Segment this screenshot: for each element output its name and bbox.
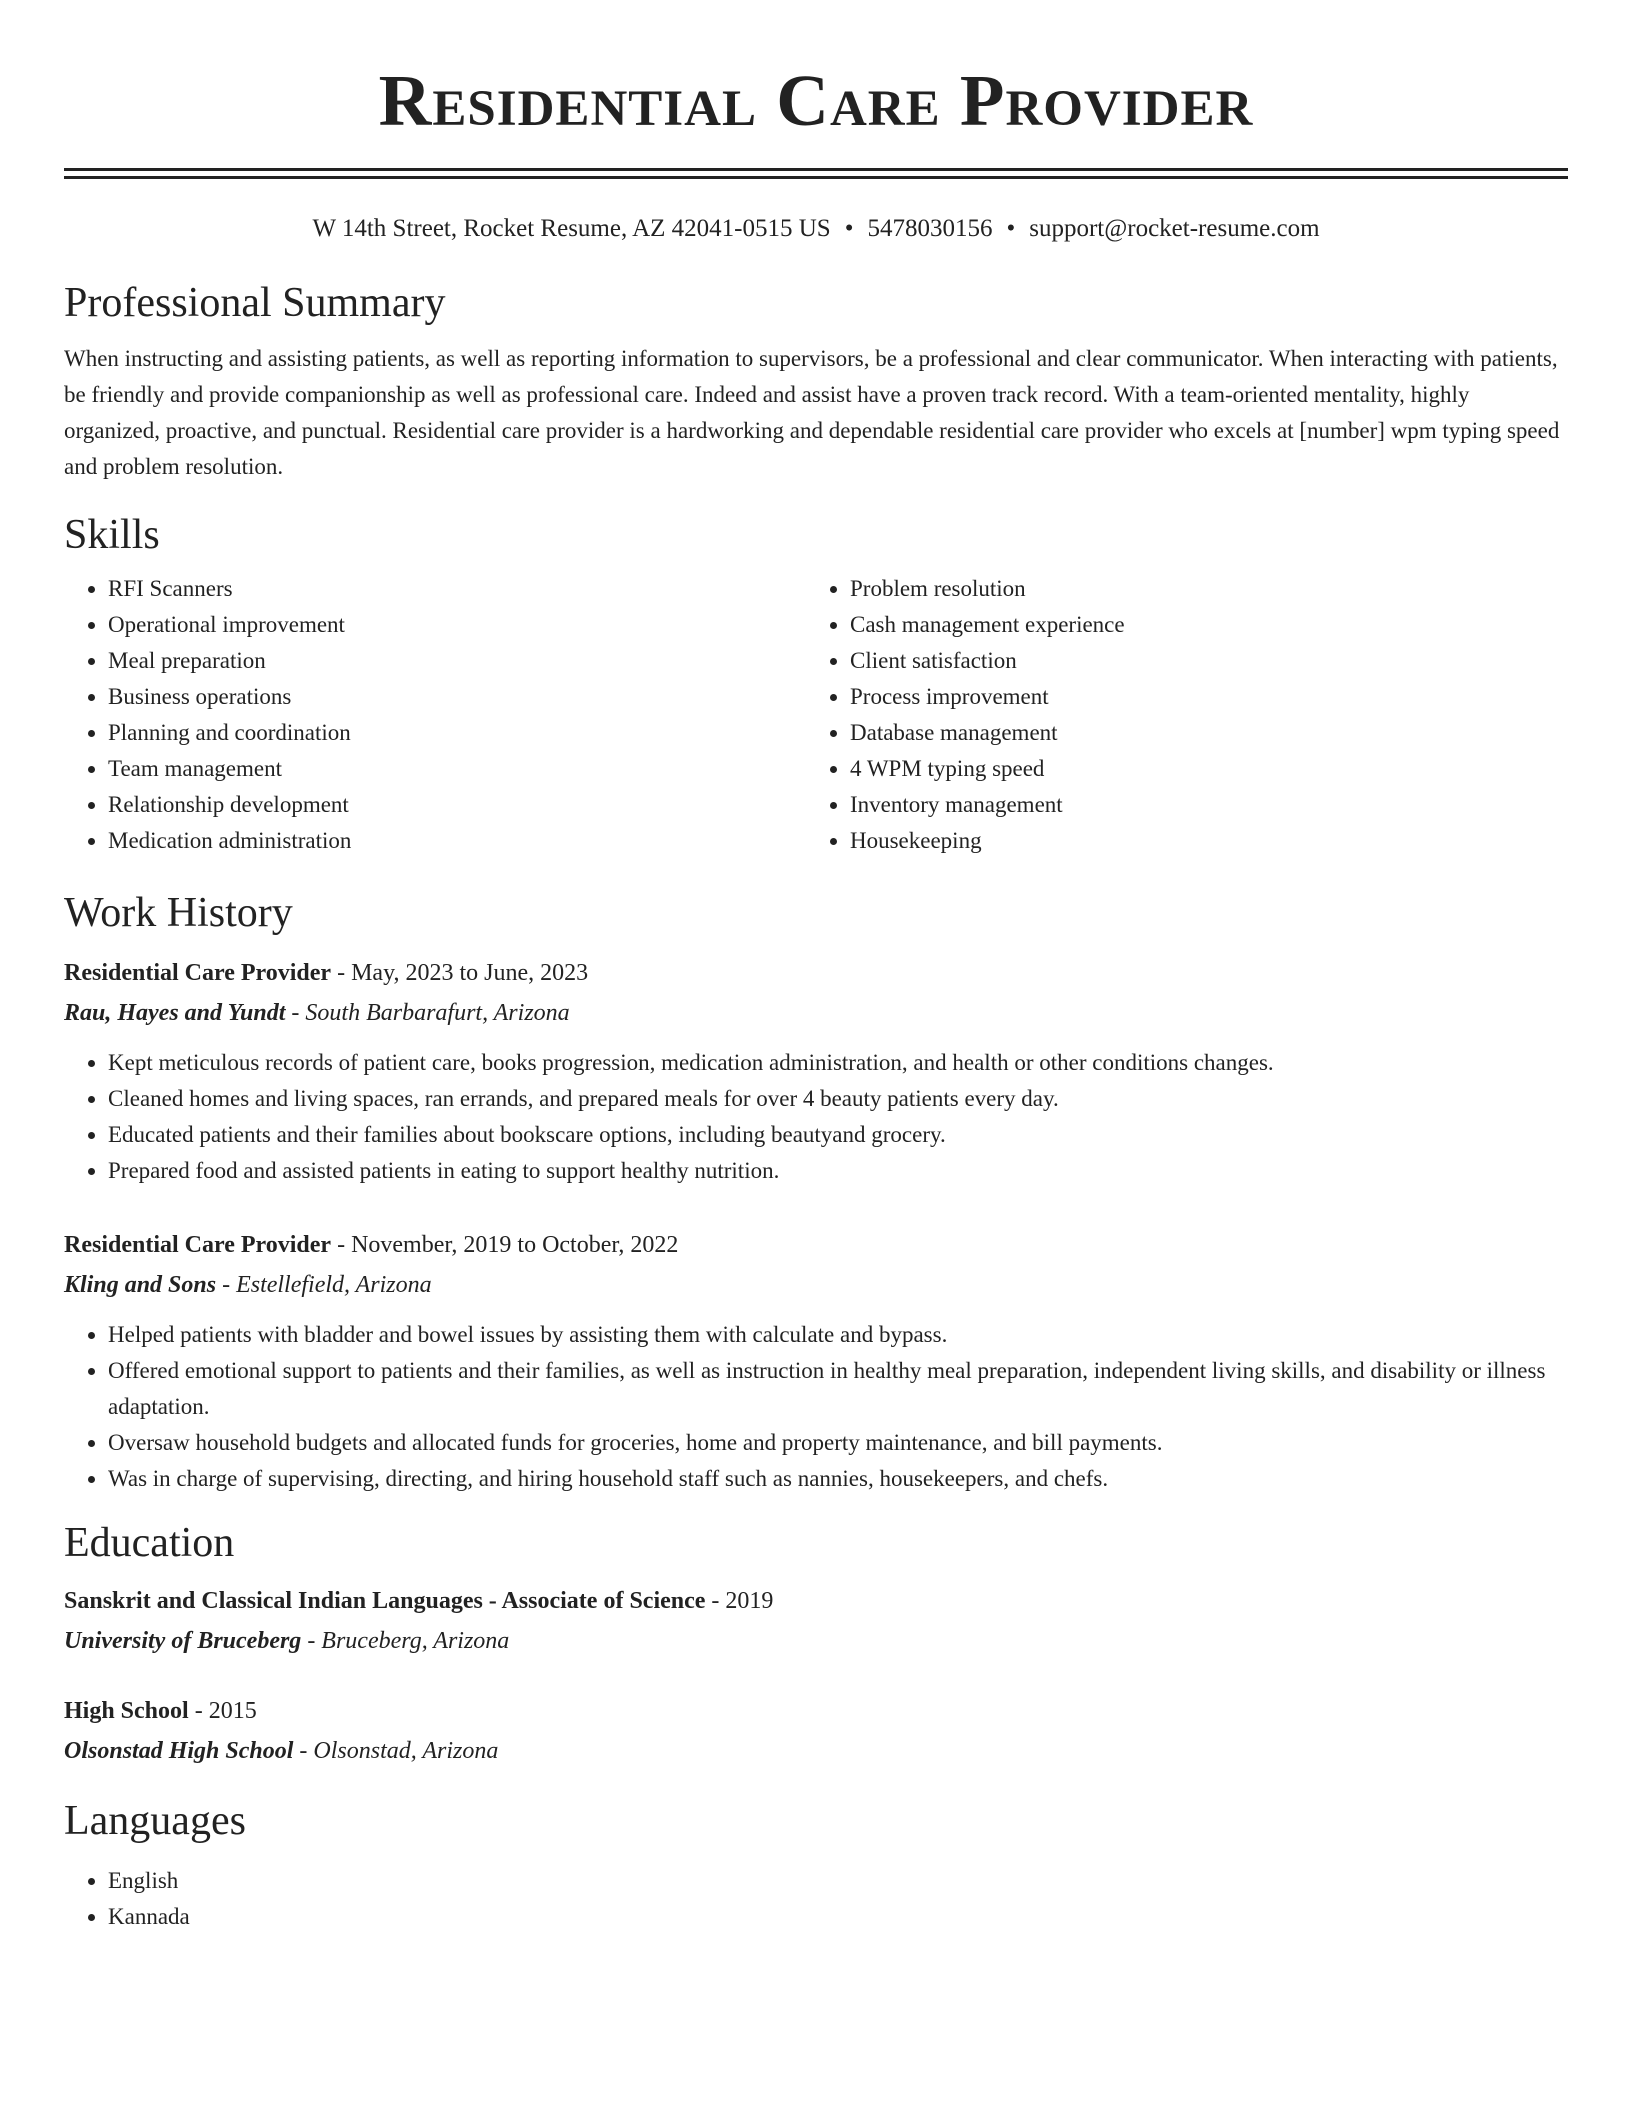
job-bullet: • Oversaw household budgets and allocated funds for groceries, home and property maintenance, and bill payments.	[108, 1425, 1568, 1461]
section-heading-education: Education	[64, 1520, 235, 1566]
skill-item: • Planning and coordination	[108, 715, 806, 751]
education-year: - 2019	[711, 1588, 774, 1614]
job-entry	[64, 953, 1568, 1189]
job-company: Kling and Sons	[64, 1272, 217, 1298]
education-degree-line	[64, 1691, 1568, 1731]
education-year: - 2015	[194, 1698, 257, 1724]
skill-item: • Database management	[850, 715, 1548, 751]
skill-item: • RFI Scanners	[108, 571, 806, 607]
section-heading-skills: Skills	[64, 512, 160, 558]
education-degree-line	[64, 1581, 1568, 1621]
skill-item: • Team management	[108, 751, 806, 787]
education-degree: High School	[64, 1698, 189, 1724]
job-bullet: • Helped patients with bladder and bowel issues by assisting them with calculate and bypass.	[108, 1317, 1568, 1353]
education-degree: Sanskrit and Classical Indian Languages - Associate of Science	[64, 1588, 706, 1614]
education-school: Olsonstad High School	[64, 1738, 294, 1764]
skill-item: • Meal preparation	[108, 643, 806, 679]
skill-item: • Inventory management	[850, 787, 1548, 823]
education-location: - Olsonstad, Arizona	[299, 1738, 499, 1764]
language-item: • English	[108, 1863, 1568, 1899]
contact-address: W 14th Street, Rocket Resume, AZ 42041-0515 US	[312, 215, 831, 242]
skills-column-left	[64, 571, 806, 859]
professional-summary-section	[64, 277, 1568, 485]
summary-text: When instructing and assisting patients, as well as reporting information to supervisors, be a professional and clear communicator. When interacting with patients, be friendly and provide companionship as well as professional care. Indeed and assist have a proven track record. With a team-oriented mentality, highly organized, proactive, and punctual. Residential care provider is a hardworking and dependable residential care provider who excels at [number] wpm typing speed and problem resolution.	[64, 346, 1560, 479]
skill-item: • Business operations	[108, 679, 806, 715]
skills-grid	[64, 571, 1568, 859]
education-entry	[64, 1581, 1568, 1661]
contact-phone: 5478030156	[867, 215, 993, 242]
skill-item: • 4 WPM typing speed	[850, 751, 1548, 787]
education-entry	[64, 1691, 1568, 1771]
section-heading-work-history: Work History	[64, 890, 293, 936]
contact-separator: •	[1006, 215, 1016, 242]
job-company-line	[64, 1265, 1568, 1305]
education-school-line	[64, 1731, 1568, 1771]
job-bullet: • Educated patients and their families about bookscare options, including beautyand grocery.	[108, 1117, 1568, 1153]
contact-email: support@rocket-resume.com	[1029, 215, 1320, 242]
job-title: Residential Care Provider	[64, 960, 332, 986]
work-history-section	[64, 887, 1568, 1497]
job-company: Rau, Hayes and Yundt	[64, 1000, 286, 1026]
job-bullet: • Cleaned homes and living spaces, ran errands, and prepared meals for over 4 beauty patients every day.	[108, 1081, 1568, 1117]
job-location: - South Barbarafurt, Arizona	[291, 1000, 570, 1026]
contact-separator: •	[844, 215, 854, 242]
job-location: - Estellefield, Arizona	[222, 1272, 432, 1298]
education-school: University of Bruceberg	[64, 1628, 302, 1654]
job-title-line	[64, 953, 1568, 993]
job-bullet: • Prepared food and assisted patients in eating to support healthy nutrition.	[108, 1153, 1568, 1189]
resume-title: Residential Care Provider	[378, 60, 1254, 141]
job-bullet: • Kept meticulous records of patient care, books progression, medication administration, and health or other conditions changes.	[108, 1045, 1568, 1081]
job-title: Residential Care Provider	[64, 1232, 332, 1258]
job-company-line	[64, 993, 1568, 1033]
languages-section	[64, 1795, 1568, 1935]
skill-item: • Client satisfaction	[850, 643, 1548, 679]
skill-item: • Relationship development	[108, 787, 806, 823]
education-location: - Bruceberg, Arizona	[307, 1628, 510, 1654]
job-bullets	[64, 1045, 1568, 1189]
job-bullets	[64, 1317, 1568, 1497]
skill-item: • Housekeeping	[850, 823, 1548, 859]
job-bullet: • Was in charge of supervising, directing, and hiring household staff such as nannies, housekeepers, and chefs.	[108, 1461, 1568, 1497]
title-divider	[64, 168, 1568, 179]
section-heading-summary: Professional Summary	[64, 280, 446, 326]
skills-section	[64, 509, 1568, 859]
job-title-line	[64, 1225, 1568, 1265]
job-dates: - May, 2023 to June, 2023	[337, 960, 589, 986]
job-dates: - November, 2019 to October, 2022	[337, 1232, 679, 1258]
language-item: • Kannada	[108, 1899, 1568, 1935]
education-school-line	[64, 1621, 1568, 1661]
skills-column-right	[806, 571, 1548, 859]
languages-list	[64, 1863, 1568, 1935]
skill-item: • Process improvement	[850, 679, 1548, 715]
skill-item: • Problem resolution	[850, 571, 1548, 607]
skill-item: • Cash management experience	[850, 607, 1548, 643]
job-bullet: • Offered emotional support to patients and their families, as well as instruction in healthy meal preparation, independent living skills, and disability or illness adaptation.	[108, 1353, 1568, 1425]
contact-line	[64, 213, 1568, 245]
skill-item: • Operational improvement	[108, 607, 806, 643]
skill-item: • Medication administration	[108, 823, 806, 859]
section-heading-languages: Languages	[64, 1798, 246, 1844]
education-section	[64, 1517, 1568, 1771]
job-entry	[64, 1225, 1568, 1497]
